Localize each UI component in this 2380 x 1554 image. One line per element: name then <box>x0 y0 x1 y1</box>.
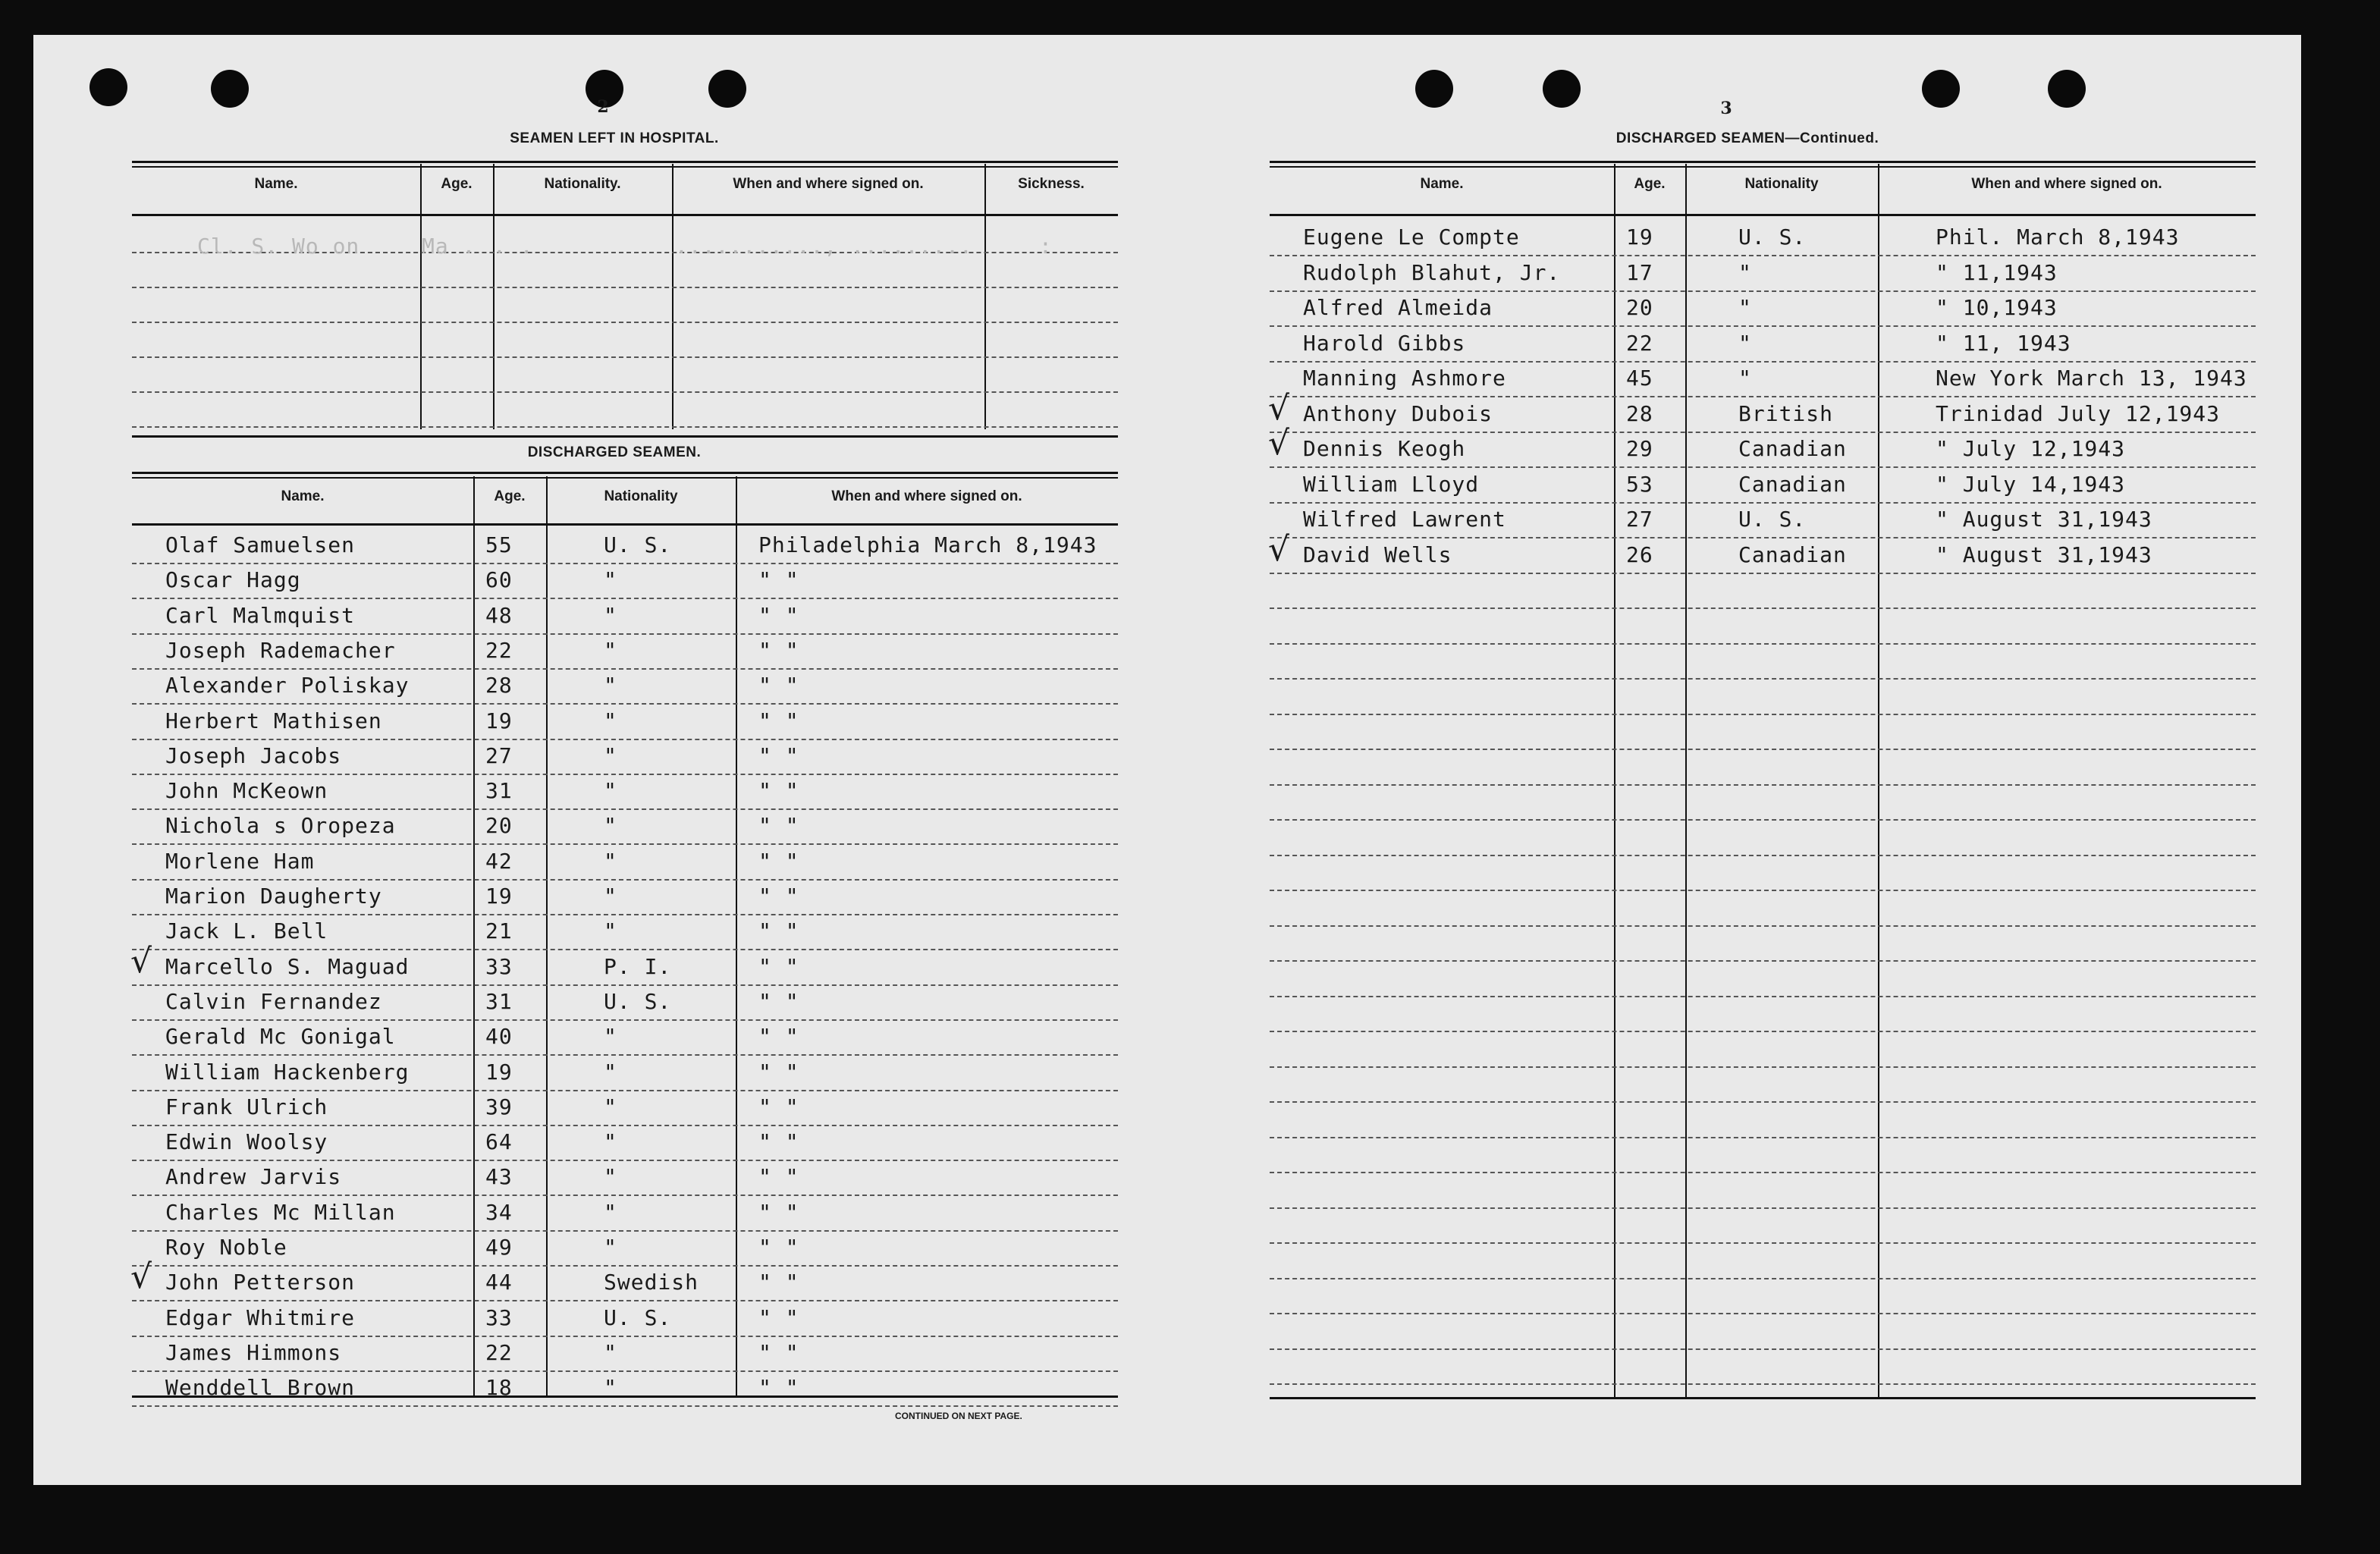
seaman-nationality: U. S. <box>1738 224 1807 250</box>
seaman-name: John McKeown <box>165 778 328 804</box>
column-header: Nationality <box>604 488 678 504</box>
seaman-name: Edwin Woolsy <box>165 1129 328 1155</box>
row-line <box>1270 819 2256 821</box>
seaman-signed-on: " " <box>758 1270 799 1295</box>
row-line <box>1270 1348 2256 1350</box>
row-line <box>1270 1313 2256 1314</box>
table-rule <box>1270 214 2256 216</box>
hospital-faint-entry: ..........., ......... <box>675 234 973 259</box>
seaman-signed-on: " 11, 1943 <box>1936 330 2071 356</box>
row-line <box>132 879 1118 881</box>
column-header: Age. <box>1634 176 1666 192</box>
row-line <box>1270 714 2256 715</box>
seaman-age: 44 <box>485 1270 513 1295</box>
seaman-nationality: " <box>604 602 617 628</box>
seaman-nationality: " <box>604 1235 617 1260</box>
column-divider <box>493 164 495 429</box>
row-line <box>132 1054 1118 1056</box>
seaman-age: 19 <box>1626 224 1653 250</box>
seaman-age: 27 <box>1626 507 1653 532</box>
document-paper <box>33 35 2301 1485</box>
seaman-name: Charles Mc Millan <box>165 1199 396 1225</box>
seaman-signed-on: " " <box>758 742 799 768</box>
row-line <box>132 914 1118 915</box>
row-line <box>1270 1031 2256 1032</box>
right-page <box>1232 35 2256 1476</box>
column-header: Sickness. <box>1018 176 1085 192</box>
seaman-age: 64 <box>485 1129 513 1155</box>
row-line <box>1270 573 2256 574</box>
row-line <box>1270 1101 2256 1103</box>
seaman-nationality: " <box>604 813 617 839</box>
seaman-age: 33 <box>485 953 513 979</box>
seaman-age: 42 <box>485 848 513 874</box>
seaman-nationality: " <box>604 1094 617 1119</box>
row-line <box>1270 466 2256 468</box>
row-line <box>1270 502 2256 504</box>
column-divider <box>672 164 673 429</box>
row-line <box>132 1230 1118 1232</box>
seaman-signed-on: " " <box>758 848 799 874</box>
seaman-age: 43 <box>485 1164 513 1190</box>
seaman-nationality: " <box>604 778 617 804</box>
seaman-nationality: " <box>604 637 617 663</box>
row-line <box>1270 1278 2256 1279</box>
seaman-age: 20 <box>1626 295 1653 320</box>
row-line <box>1270 361 2256 363</box>
column-header: Name. <box>281 488 325 504</box>
seaman-name: Morlene Ham <box>165 848 315 874</box>
seaman-age: 48 <box>485 602 513 628</box>
column-divider <box>473 476 475 1395</box>
seaman-name: Dennis Keogh <box>1303 436 1466 461</box>
seaman-nationality: " <box>604 1199 617 1225</box>
row-line <box>1270 749 2256 750</box>
seaman-signed-on: " " <box>758 778 799 804</box>
row-line <box>1270 255 2256 256</box>
seaman-age: 29 <box>1626 436 1653 461</box>
row-line <box>132 739 1118 740</box>
row-line <box>132 633 1118 635</box>
seaman-nationality: " <box>604 1339 617 1365</box>
page-number: 3 <box>1720 99 1732 118</box>
row-line <box>132 1019 1118 1021</box>
seaman-age: 22 <box>485 1339 513 1365</box>
seaman-name: Eugene Le Compte <box>1303 224 1520 250</box>
seaman-name: Wilfred Lawrent <box>1303 507 1506 532</box>
seaman-nationality: U. S. <box>604 532 672 557</box>
seaman-signed-on: " " <box>758 1164 799 1190</box>
seaman-signed-on: " " <box>758 1129 799 1155</box>
seaman-name: Carl Malmquist <box>165 602 356 628</box>
row-line <box>1270 1242 2256 1244</box>
seaman-signed-on: " " <box>758 1304 799 1330</box>
seaman-nationality: " <box>604 708 617 733</box>
row-line <box>1270 890 2256 891</box>
seaman-signed-on: " " <box>758 918 799 944</box>
row-line <box>132 1195 1118 1196</box>
seaman-nationality: " <box>1738 259 1752 285</box>
check-mark: √ <box>130 1257 152 1297</box>
seaman-name: John Petterson <box>165 1270 356 1295</box>
seaman-name: Marcello S. Maguad <box>165 953 410 979</box>
seaman-age: 21 <box>485 918 513 944</box>
seaman-age: 34 <box>485 1199 513 1225</box>
seaman-name: Nichola s Oropeza <box>165 813 396 839</box>
seaman-signed-on: " " <box>758 988 799 1014</box>
seaman-nationality: " <box>604 673 617 699</box>
row-line <box>132 322 1118 323</box>
seaman-nationality: Canadian <box>1738 542 1847 567</box>
seaman-name: Olaf Samuelsen <box>165 532 356 557</box>
seaman-age: 53 <box>1626 471 1653 497</box>
seaman-nationality: " <box>604 848 617 874</box>
column-divider <box>546 476 548 1395</box>
row-line <box>132 1265 1118 1267</box>
seaman-signed-on: New York March 13, 1943 <box>1936 366 2247 391</box>
row-line <box>132 287 1118 288</box>
seaman-age: 19 <box>485 884 513 909</box>
check-mark: √ <box>1268 529 1290 569</box>
row-line <box>132 774 1118 775</box>
row-line <box>1270 678 2256 680</box>
column-header: Age. <box>494 488 526 504</box>
table-rule <box>132 161 1118 168</box>
hospital-faint-entry: : <box>1039 234 1053 259</box>
seaman-age: 22 <box>1626 330 1653 356</box>
seaman-signed-on: " " <box>758 1059 799 1085</box>
seaman-name: Wenddell Brown <box>165 1375 356 1401</box>
continued-note: CONTINUED ON NEXT PAGE. <box>895 1411 1022 1421</box>
column-divider <box>1685 164 1687 1397</box>
seaman-signed-on: " August 31,1943 <box>1936 507 2152 532</box>
seaman-nationality: U. S. <box>1738 507 1807 532</box>
row-line <box>1270 325 2256 327</box>
seaman-nationality: " <box>1738 366 1752 391</box>
seaman-signed-on: " " <box>758 884 799 909</box>
seaman-age: 49 <box>485 1235 513 1260</box>
seaman-age: 55 <box>485 532 513 557</box>
row-line <box>132 426 1118 428</box>
table-rule <box>1270 161 2256 168</box>
check-mark: √ <box>130 941 152 981</box>
row-line <box>1270 1066 2256 1068</box>
seaman-nationality: " <box>604 1129 617 1155</box>
seaman-age: 60 <box>485 567 513 593</box>
hospital-faint-entry: . . <box>493 234 534 259</box>
hospital-faint-entry: Ma . <box>422 234 476 259</box>
row-line <box>132 703 1118 705</box>
column-header: Nationality <box>1744 176 1819 192</box>
table-rule <box>132 214 1118 216</box>
seaman-name: Gerald Mc Gonigal <box>165 1024 396 1050</box>
row-line <box>1270 996 2256 997</box>
seaman-name: Edgar Whitmire <box>165 1304 356 1330</box>
row-line <box>132 391 1118 393</box>
discharged-section-title: DISCHARGED SEAMEN. <box>527 444 702 460</box>
row-line <box>132 808 1118 810</box>
row-line <box>1270 643 2256 645</box>
seaman-name: Roy Noble <box>165 1235 287 1260</box>
seaman-age: 27 <box>485 742 513 768</box>
row-line <box>1270 960 2256 962</box>
seaman-nationality: P. I. <box>604 953 672 979</box>
table-rule <box>1270 1397 2256 1399</box>
seaman-signed-on: " July 12,1943 <box>1936 436 2126 461</box>
seaman-signed-on: " " <box>758 708 799 733</box>
seaman-name: Harold Gibbs <box>1303 330 1466 356</box>
seaman-name: David Wells <box>1303 542 1452 567</box>
column-divider <box>1614 164 1615 1397</box>
row-line <box>1270 607 2256 609</box>
row-line <box>132 984 1118 986</box>
seaman-age: 19 <box>485 708 513 733</box>
left-page <box>99 35 1122 1476</box>
column-header: Age. <box>441 176 473 192</box>
seaman-nationality: British <box>1738 400 1834 426</box>
seaman-name: James Himmons <box>165 1339 342 1365</box>
check-mark: √ <box>1268 388 1290 428</box>
row-line <box>1270 1383 2256 1385</box>
row-line <box>1270 1172 2256 1173</box>
check-mark: √ <box>1268 424 1290 463</box>
row-line <box>1270 784 2256 786</box>
seaman-signed-on: Philadelphia March 8,1943 <box>758 532 1097 557</box>
seaman-signed-on: " " <box>758 1235 799 1260</box>
seaman-name: Manning Ashmore <box>1303 366 1506 391</box>
column-divider <box>420 164 422 429</box>
seaman-signed-on: " " <box>758 1199 799 1225</box>
row-line <box>132 1300 1118 1301</box>
seaman-signed-on: " " <box>758 1375 799 1401</box>
row-line <box>132 1336 1118 1337</box>
row-line <box>132 598 1118 599</box>
seaman-age: 39 <box>485 1094 513 1119</box>
seaman-age: 40 <box>485 1024 513 1050</box>
row-line <box>132 563 1118 564</box>
column-header: Nationality. <box>544 176 621 192</box>
column-divider <box>736 476 737 1395</box>
seaman-nationality: " <box>604 918 617 944</box>
hospital-section-title: SEAMEN LEFT IN HOSPITAL. <box>510 130 719 146</box>
row-line <box>1270 432 2256 433</box>
seaman-signed-on: " " <box>758 1339 799 1365</box>
seaman-name: Joseph Jacobs <box>165 742 342 768</box>
seaman-signed-on: " " <box>758 953 799 979</box>
seaman-nationality: " <box>1738 330 1752 356</box>
seaman-name: Alfred Almeida <box>1303 295 1493 320</box>
row-line <box>132 1370 1118 1372</box>
seaman-nationality: U. S. <box>604 988 672 1014</box>
row-line <box>1270 396 2256 397</box>
seaman-age: 19 <box>485 1059 513 1085</box>
seaman-age: 22 <box>485 637 513 663</box>
column-header: Name. <box>254 176 298 192</box>
seaman-age: 28 <box>485 673 513 699</box>
seaman-nationality: " <box>604 1375 617 1401</box>
seaman-name: William Hackenberg <box>165 1059 410 1085</box>
seaman-name: Anthony Dubois <box>1303 400 1493 426</box>
seaman-signed-on: " " <box>758 673 799 699</box>
seaman-signed-on: " 10,1943 <box>1936 295 2058 320</box>
column-divider <box>1878 164 1879 1397</box>
seaman-name: Oscar Hagg <box>165 567 301 593</box>
row-line <box>132 949 1118 950</box>
seaman-age: 31 <box>485 778 513 804</box>
hospital-faint-entry: Cl. S. Wo on <box>197 234 360 259</box>
seaman-nationality: Canadian <box>1738 436 1847 461</box>
table-rule <box>132 435 1118 438</box>
seaman-age: 20 <box>485 813 513 839</box>
column-header: When and where signed on. <box>733 176 924 192</box>
seaman-nationality: " <box>604 567 617 593</box>
seaman-nationality: U. S. <box>604 1304 672 1330</box>
seaman-name: Joseph Rademacher <box>165 637 396 663</box>
seaman-nationality: " <box>1738 295 1752 320</box>
seaman-nationality: " <box>604 742 617 768</box>
seaman-name: Andrew Jarvis <box>165 1164 342 1190</box>
continued-section-title: DISCHARGED SEAMEN—Continued. <box>1615 130 1879 146</box>
seaman-signed-on: " " <box>758 1094 799 1119</box>
seaman-age: 26 <box>1626 542 1653 567</box>
seaman-nationality: " <box>604 1164 617 1190</box>
seaman-name: Rudolph Blahut, Jr. <box>1303 259 1561 285</box>
seaman-age: 28 <box>1626 400 1653 426</box>
column-header: When and where signed on. <box>1971 176 2162 192</box>
table-rule <box>132 523 1118 526</box>
seaman-nationality: " <box>604 884 617 909</box>
row-line <box>132 668 1118 670</box>
row-line <box>132 356 1118 358</box>
seaman-name: William Lloyd <box>1303 471 1480 497</box>
seaman-nationality: Swedish <box>604 1270 699 1295</box>
seaman-age: 31 <box>485 988 513 1014</box>
row-line <box>132 843 1118 845</box>
row-line <box>1270 537 2256 538</box>
seaman-signed-on: Trinidad July 12,1943 <box>1936 400 2221 426</box>
row-line <box>1270 290 2256 292</box>
row-line <box>1270 855 2256 856</box>
column-divider <box>984 164 986 429</box>
seaman-name: Herbert Mathisen <box>165 708 382 733</box>
seaman-nationality: " <box>604 1059 617 1085</box>
seaman-age: 45 <box>1626 366 1653 391</box>
seaman-signed-on: " July 14,1943 <box>1936 471 2126 497</box>
seaman-name: Calvin Fernandez <box>165 988 382 1014</box>
row-line <box>132 1160 1118 1161</box>
row-line <box>132 1405 1118 1407</box>
row-line <box>132 1090 1118 1091</box>
seaman-signed-on: " 11,1943 <box>1936 259 2058 285</box>
seaman-age: 17 <box>1626 259 1653 285</box>
seaman-name: Jack L. Bell <box>165 918 328 944</box>
seaman-signed-on: " " <box>758 602 799 628</box>
seaman-age: 33 <box>485 1304 513 1330</box>
row-line <box>1270 1207 2256 1209</box>
seaman-age: 18 <box>485 1375 513 1401</box>
seaman-nationality: Canadian <box>1738 471 1847 497</box>
row-line <box>1270 925 2256 927</box>
seaman-signed-on: Phil. March 8,1943 <box>1936 224 2180 250</box>
table-rule <box>132 472 1118 479</box>
page-number: 2 <box>597 97 609 117</box>
column-header: When and where signed on. <box>831 488 1022 504</box>
seaman-signed-on: " August 31,1943 <box>1936 542 2152 567</box>
seaman-signed-on: " " <box>758 637 799 663</box>
row-line <box>1270 1137 2256 1138</box>
seaman-signed-on: " " <box>758 813 799 839</box>
seaman-nationality: " <box>604 1024 617 1050</box>
seaman-signed-on: " " <box>758 1024 799 1050</box>
seaman-name: Frank Ulrich <box>165 1094 328 1119</box>
row-line <box>132 1125 1118 1126</box>
column-header: Name. <box>1420 176 1464 192</box>
seaman-name: Marion Daugherty <box>165 884 382 909</box>
seaman-name: Alexander Poliskay <box>165 673 410 699</box>
seaman-signed-on: " " <box>758 567 799 593</box>
